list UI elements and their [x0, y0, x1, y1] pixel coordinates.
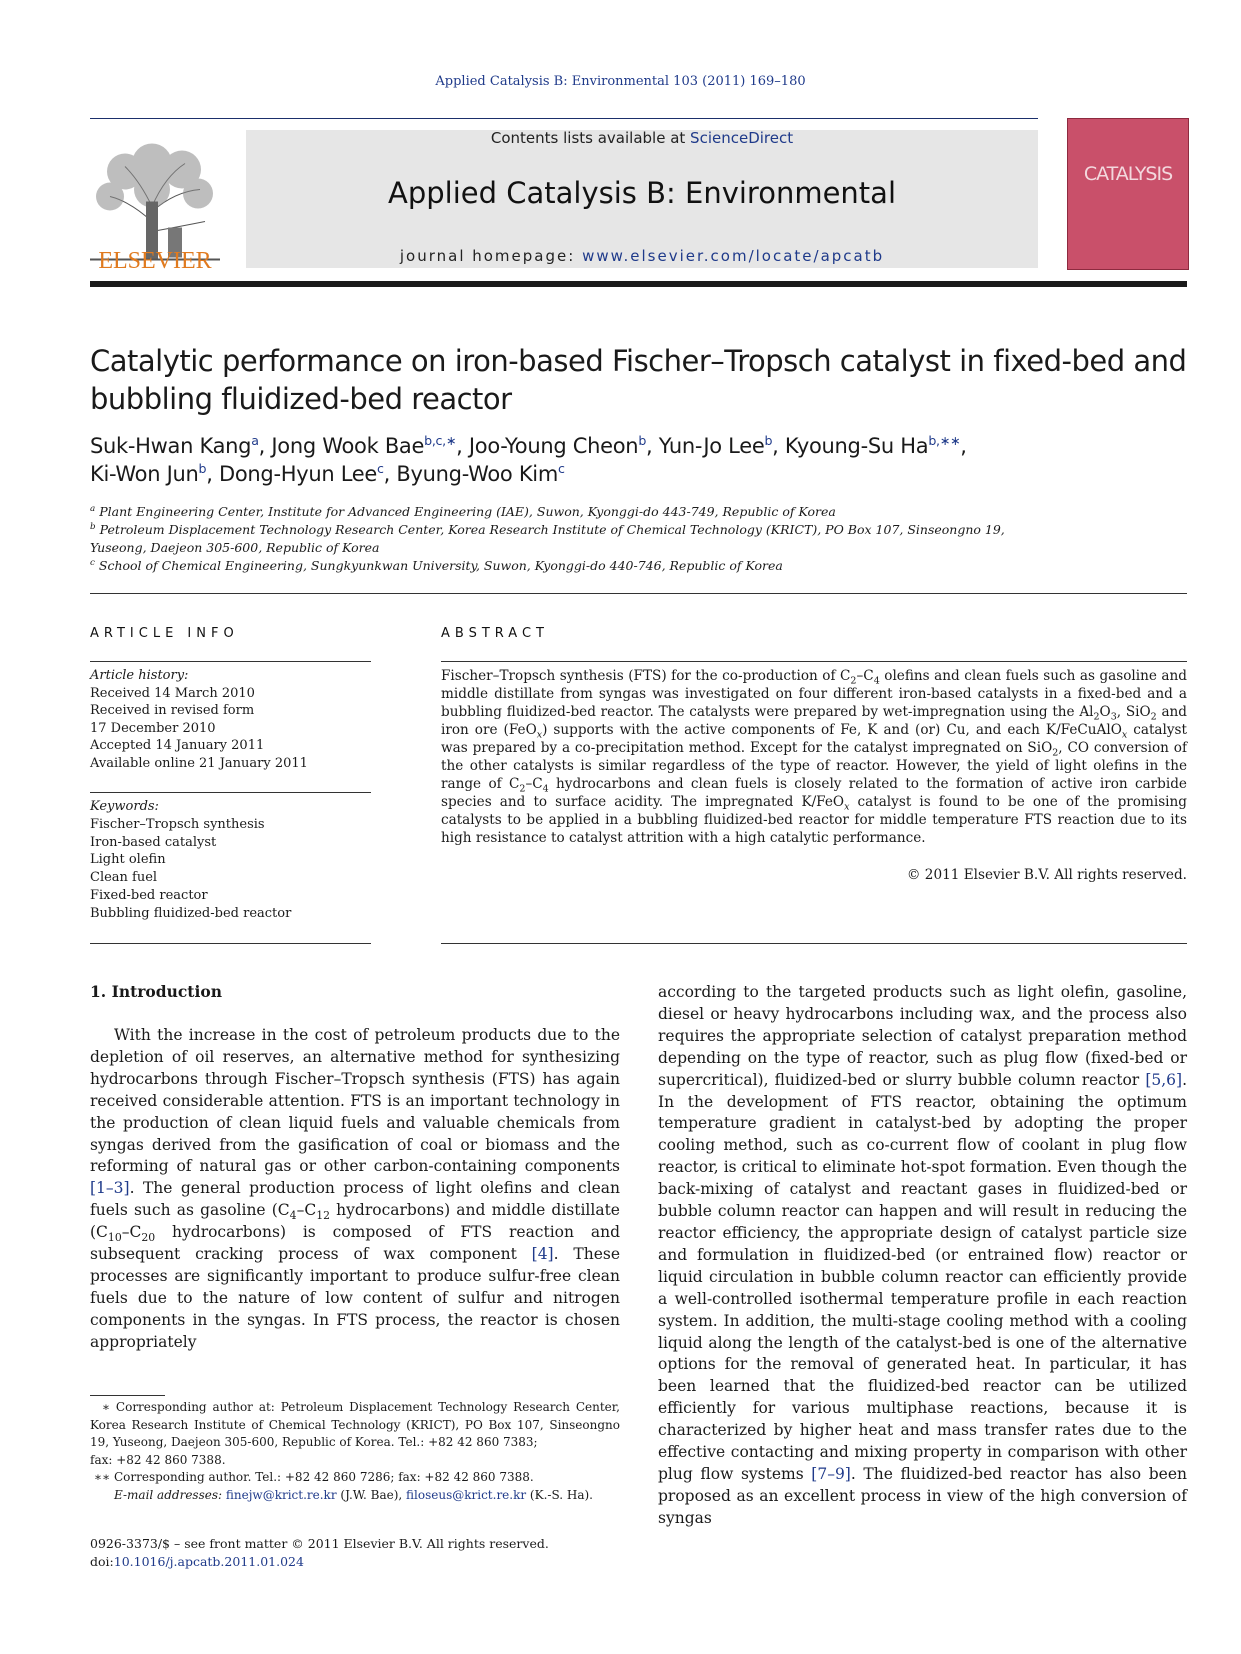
affiliation-rule	[90, 593, 1187, 594]
author-affil-mark[interactable]: b,c,∗	[424, 433, 457, 448]
info-rule	[90, 792, 371, 793]
keywords	[90, 798, 380, 923]
keyword: Fixed-bed reactor	[90, 887, 208, 903]
citation-link[interactable]: [1–3]	[90, 1179, 130, 1198]
footnote-1	[90, 1399, 620, 1452]
author-affil-mark[interactable]: c	[557, 461, 565, 476]
footnote-emails	[90, 1487, 620, 1505]
header-thick-rule	[90, 281, 1187, 287]
affil-mark: c	[90, 557, 95, 568]
author-affil-mark[interactable]: b	[764, 433, 773, 448]
author-list: Suk-Hwan Kang$^a$, Jong Wook Bae$^{b,c,∗}$, Joo-Young Cheon$^b$, Yun-Jo Lee$^b$, Kyoung-Su $Ha^{b,∗∗}$, Ki-Won Jun$^b$, Dong-Hyun Lee$^c$, Byung-Woo Kim$^c$	[90, 433, 967, 486]
keyword: Fischer–Tropsch synthesis	[90, 816, 265, 832]
footnote-mark: ∗	[101, 1400, 110, 1414]
info-rule	[90, 943, 371, 944]
abstract-rule	[441, 661, 1187, 662]
abstract-rule	[441, 943, 1187, 944]
email-owner: (J.W. Bae),	[336, 1487, 407, 1502]
affil-mark: b	[90, 521, 96, 532]
citation-link[interactable]: [4]	[531, 1245, 554, 1264]
author-name: Dong-Hyun Lee	[218, 462, 378, 486]
journal-cover[interactable]	[1067, 118, 1189, 270]
article-title: Catalytic performance on iron-based Fischer–Tropsch catalyst in fixed-bed and bubbling fluidized-bed reactor	[90, 344, 1187, 416]
author-name: Joo-Young Cheon	[468, 434, 639, 458]
journal-banner	[246, 130, 1038, 268]
journal-title: Applied Catalysis B: Environmental	[388, 176, 896, 210]
info-rule	[90, 661, 371, 662]
affiliation-b	[90, 521, 1190, 539]
top-rule	[90, 118, 1038, 119]
email-link[interactable]: finejw@krict.re.kr	[225, 1487, 337, 1502]
affiliation-c	[90, 557, 1190, 575]
citation-link[interactable]: [7–9]	[811, 1464, 851, 1483]
front-matter	[90, 1535, 690, 1570]
doi-prefix: doi:	[90, 1553, 114, 1569]
intro-paragraph-col2: according to the targeted products such as light olefin, gasoline, diesel or heavy hydrocarbons including wax, and the process also requires the appropriate selection of catalyst preparation method depending on the type of reactor, such as plug flow (fixed-bed or supercritical), fluidized-bed or slurry bubble column reactor [5,6]. In the development of FTS reactor, obtaining the optimum temperature gradient in catalyst-bed by adopting the proper cooling method, such as co-current flow of coolant in plug flow reactor, is critical to eliminate hot-spot formation. Even though the back-mixing of catalyst and reactant gases in fluidized-bed or bubble column reactor can happen and will result in reducing the reactor efficiency, the appropriate design of catalyst particle size and formulation in fluidized-bed (or entrained flow) reactor or liquid circulation in bubble column reactor can efficiently provide a well-controlled isothermal temperature profile in each reaction system. In addition, the multi-stage cooling method with a cooling liquid along the length of the catalyst-bed is one of the alternative options for the removal of generated heat. In particular, it has been learned that the fluidized-bed reactor can be utilized efficiently for various multiphase reactions, because it is characterized by higher heat and mass transfer rates due to the effective contacting and mixing property in comparison with other plug flow systems [7–9]. The fluidized-bed reactor has also been proposed as an excellent process in view of the high conversion of syngas	[658, 983, 1187, 1527]
elsevier-wordmark: ELSEVIER	[98, 248, 212, 274]
history-item: Received 14 March 2010	[90, 685, 255, 701]
contents-line	[246, 129, 1038, 147]
email-link[interactable]: filoseus@krict.re.kr	[406, 1487, 527, 1502]
author-name: Yun-Jo Lee	[658, 434, 765, 458]
citation-link[interactable]: [5,6]	[1145, 1070, 1183, 1089]
homepage-link[interactable]: www.elsevier.com/locate/apcatb	[582, 247, 885, 265]
affiliation-b-cont: Yuseong, Daejeon 305-600, Republic of Korea	[90, 540, 380, 555]
homepage-line	[246, 247, 1038, 265]
author-name: Byung-Woo Kim	[396, 462, 558, 486]
author-affil-mark[interactable]: b	[198, 461, 207, 476]
author-name: Jong Wook Bae	[271, 434, 425, 458]
intro-heading: 1. Introduction	[90, 982, 222, 1001]
keyword: Clean fuel	[90, 870, 158, 886]
history-item: Accepted 14 January 2011	[90, 738, 265, 753]
footnote-rule	[90, 1395, 165, 1396]
history-item: 17 December 2010	[90, 720, 216, 736]
history-item: Received in revised form	[90, 703, 255, 718]
affil-mark: a	[90, 503, 96, 514]
author-name: Ki-Won Jun	[90, 462, 199, 486]
affil-text: Petroleum Displacement Technology Research Center, Korea Research Institute of Chemical Technology (KRICT), PO Box 107, Sinseongno 19,	[99, 522, 1005, 537]
affiliation-a	[90, 503, 1190, 521]
author-affil-mark[interactable]: a	[251, 433, 259, 448]
affil-text: School of Chemical Engineering, Sungkyunkwan University, Suwon, Kyonggi-do 440-746, Republic of Korea	[98, 558, 783, 573]
issn-line: 0926-3373/$ – see front matter © 2011 Elsevier B.V. All rights reserved.	[90, 1536, 549, 1551]
contents-prefix: Contents lists available at	[490, 129, 691, 147]
article-info-heading: ARTICLE INFO	[90, 626, 239, 641]
intro-paragraph-col1: With the increase in the cost of petroleum products due to the depletion of oil reserves, an alternative method for synthesizing hydrocarbons through Fischer–Tropsch synthesis (FTS) has again received considerable attention. FTS is an important technology in the production of clean liquid fuels and valuable chemicals from syngas derived from the gasification of coal or biomass and the reforming of natural gas or other carbon-containing components [1–3]. The general production process of light olefins and clean fuels such as gasoline ($C_4-C_{12}$ hydrocarbons) and middle distillate ($C_{10}-C_{20}$ hydrocarbons) is composed of FTS reaction and subsequent cracking process of wax component [4]. These processes are significantly important to produce sulfur-free clean fuels due to the nature of low content of sulfur and nitrogen components in the syngas. In FTS process, the reactor is chosen appropriately	[90, 1026, 620, 1351]
email-label: E-mail addresses:	[114, 1487, 223, 1502]
abstract-copyright: © 2011 Elsevier B.V. All rights reserved.	[906, 867, 1187, 883]
journal-citation[interactable]: Applied Catalysis B: Environmental 103 (2011) 169–180	[435, 74, 806, 89]
affil-text: Plant Engineering Center, Institute for Advanced Engineering (IAE), Suwon, Kyonggi-do 443-749, Republic of Korea	[99, 504, 836, 519]
doi-link[interactable]: 10.1016/j.apcatb.2011.01.024	[113, 1553, 304, 1569]
abstract-heading: ABSTRACT	[441, 626, 549, 641]
email-owner: (K.-S. Ha).	[526, 1487, 593, 1502]
cover-title: CATALYSIS	[1083, 163, 1173, 185]
sciencedirect-link[interactable]: ScienceDirect	[690, 129, 794, 147]
footnote-mark: ∗∗	[93, 1470, 111, 1484]
author-affil-mark[interactable]: b,∗∗	[928, 433, 961, 448]
affiliations	[90, 503, 1190, 575]
doi-line	[90, 1553, 690, 1571]
footnote-text: Corresponding author. Tel.: +82 42 860 7286; fax: +82 42 860 7388.	[113, 1470, 534, 1484]
footnote-text: Corresponding author at: Petroleum Displacement Technology Research Center, Korea Research Institute of Chemical Technology (KRICT), PO Box 107, Sinseongno 19, Yuseong, Daejeon 305-600, Republic of Korea. Tel.: +82 42 860 7383;	[90, 1400, 620, 1449]
article-history	[90, 667, 380, 772]
keyword: Light olefin	[90, 852, 166, 868]
abstract-text: Fischer–Tropsch synthesis (FTS) for the co-production of $C_2-C_4$ olefins and clean fuels such as gasoline and middle distillate from syngas was investigated on four different iron-based catalysts in a fixed-bed and a bubbling fluidized-bed reactor. The catalysts were prepared by wet-impregnation using the $Al_2O_3$, SiO$_2$ and iron ore (FeO$_x$) supports with the active components of Fe, K and (or) Cu, and each K/FeCuAlO$_x$ catalyst was prepared by a co-precipitation method. Except for the catalyst impregnated on SiO$_2$, CO conversion of the other catalysts is similar regardless of the type of reactor. However, the yield of light olefins in the range of $C_2-C_4$ hydrocarbons and clean fuels is closely related to the formation of active iron carbide species and to surface acidity. The impregnated K/FeO$_x$ catalyst is found to be one of the promising catalysts to be applied in a bubbling fluidized-bed reactor for middle temperature FTS reaction due to its high resistance to catalyst attrition with a high catalytic performance.	[441, 668, 1187, 846]
keyword: Iron-based catalyst	[90, 834, 217, 850]
author-name: Suk-Hwan Kang	[90, 434, 252, 458]
author-affil-mark[interactable]: c	[377, 461, 384, 476]
keywords-label: Keywords:	[90, 799, 159, 814]
footnote-2	[90, 1469, 620, 1487]
author-name: Kyoung-Su Ha	[784, 434, 929, 458]
author-affil-mark[interactable]: b	[638, 433, 647, 448]
footnotes	[90, 1399, 620, 1504]
footnote-1-fax: fax: +82 42 860 7388.	[90, 1452, 226, 1467]
keyword: Bubbling fluidized-bed reactor	[90, 905, 292, 921]
history-item: Available online 21 January 2011	[90, 755, 308, 771]
history-label: Article history:	[90, 668, 189, 683]
homepage-prefix: journal homepage:	[399, 247, 583, 265]
